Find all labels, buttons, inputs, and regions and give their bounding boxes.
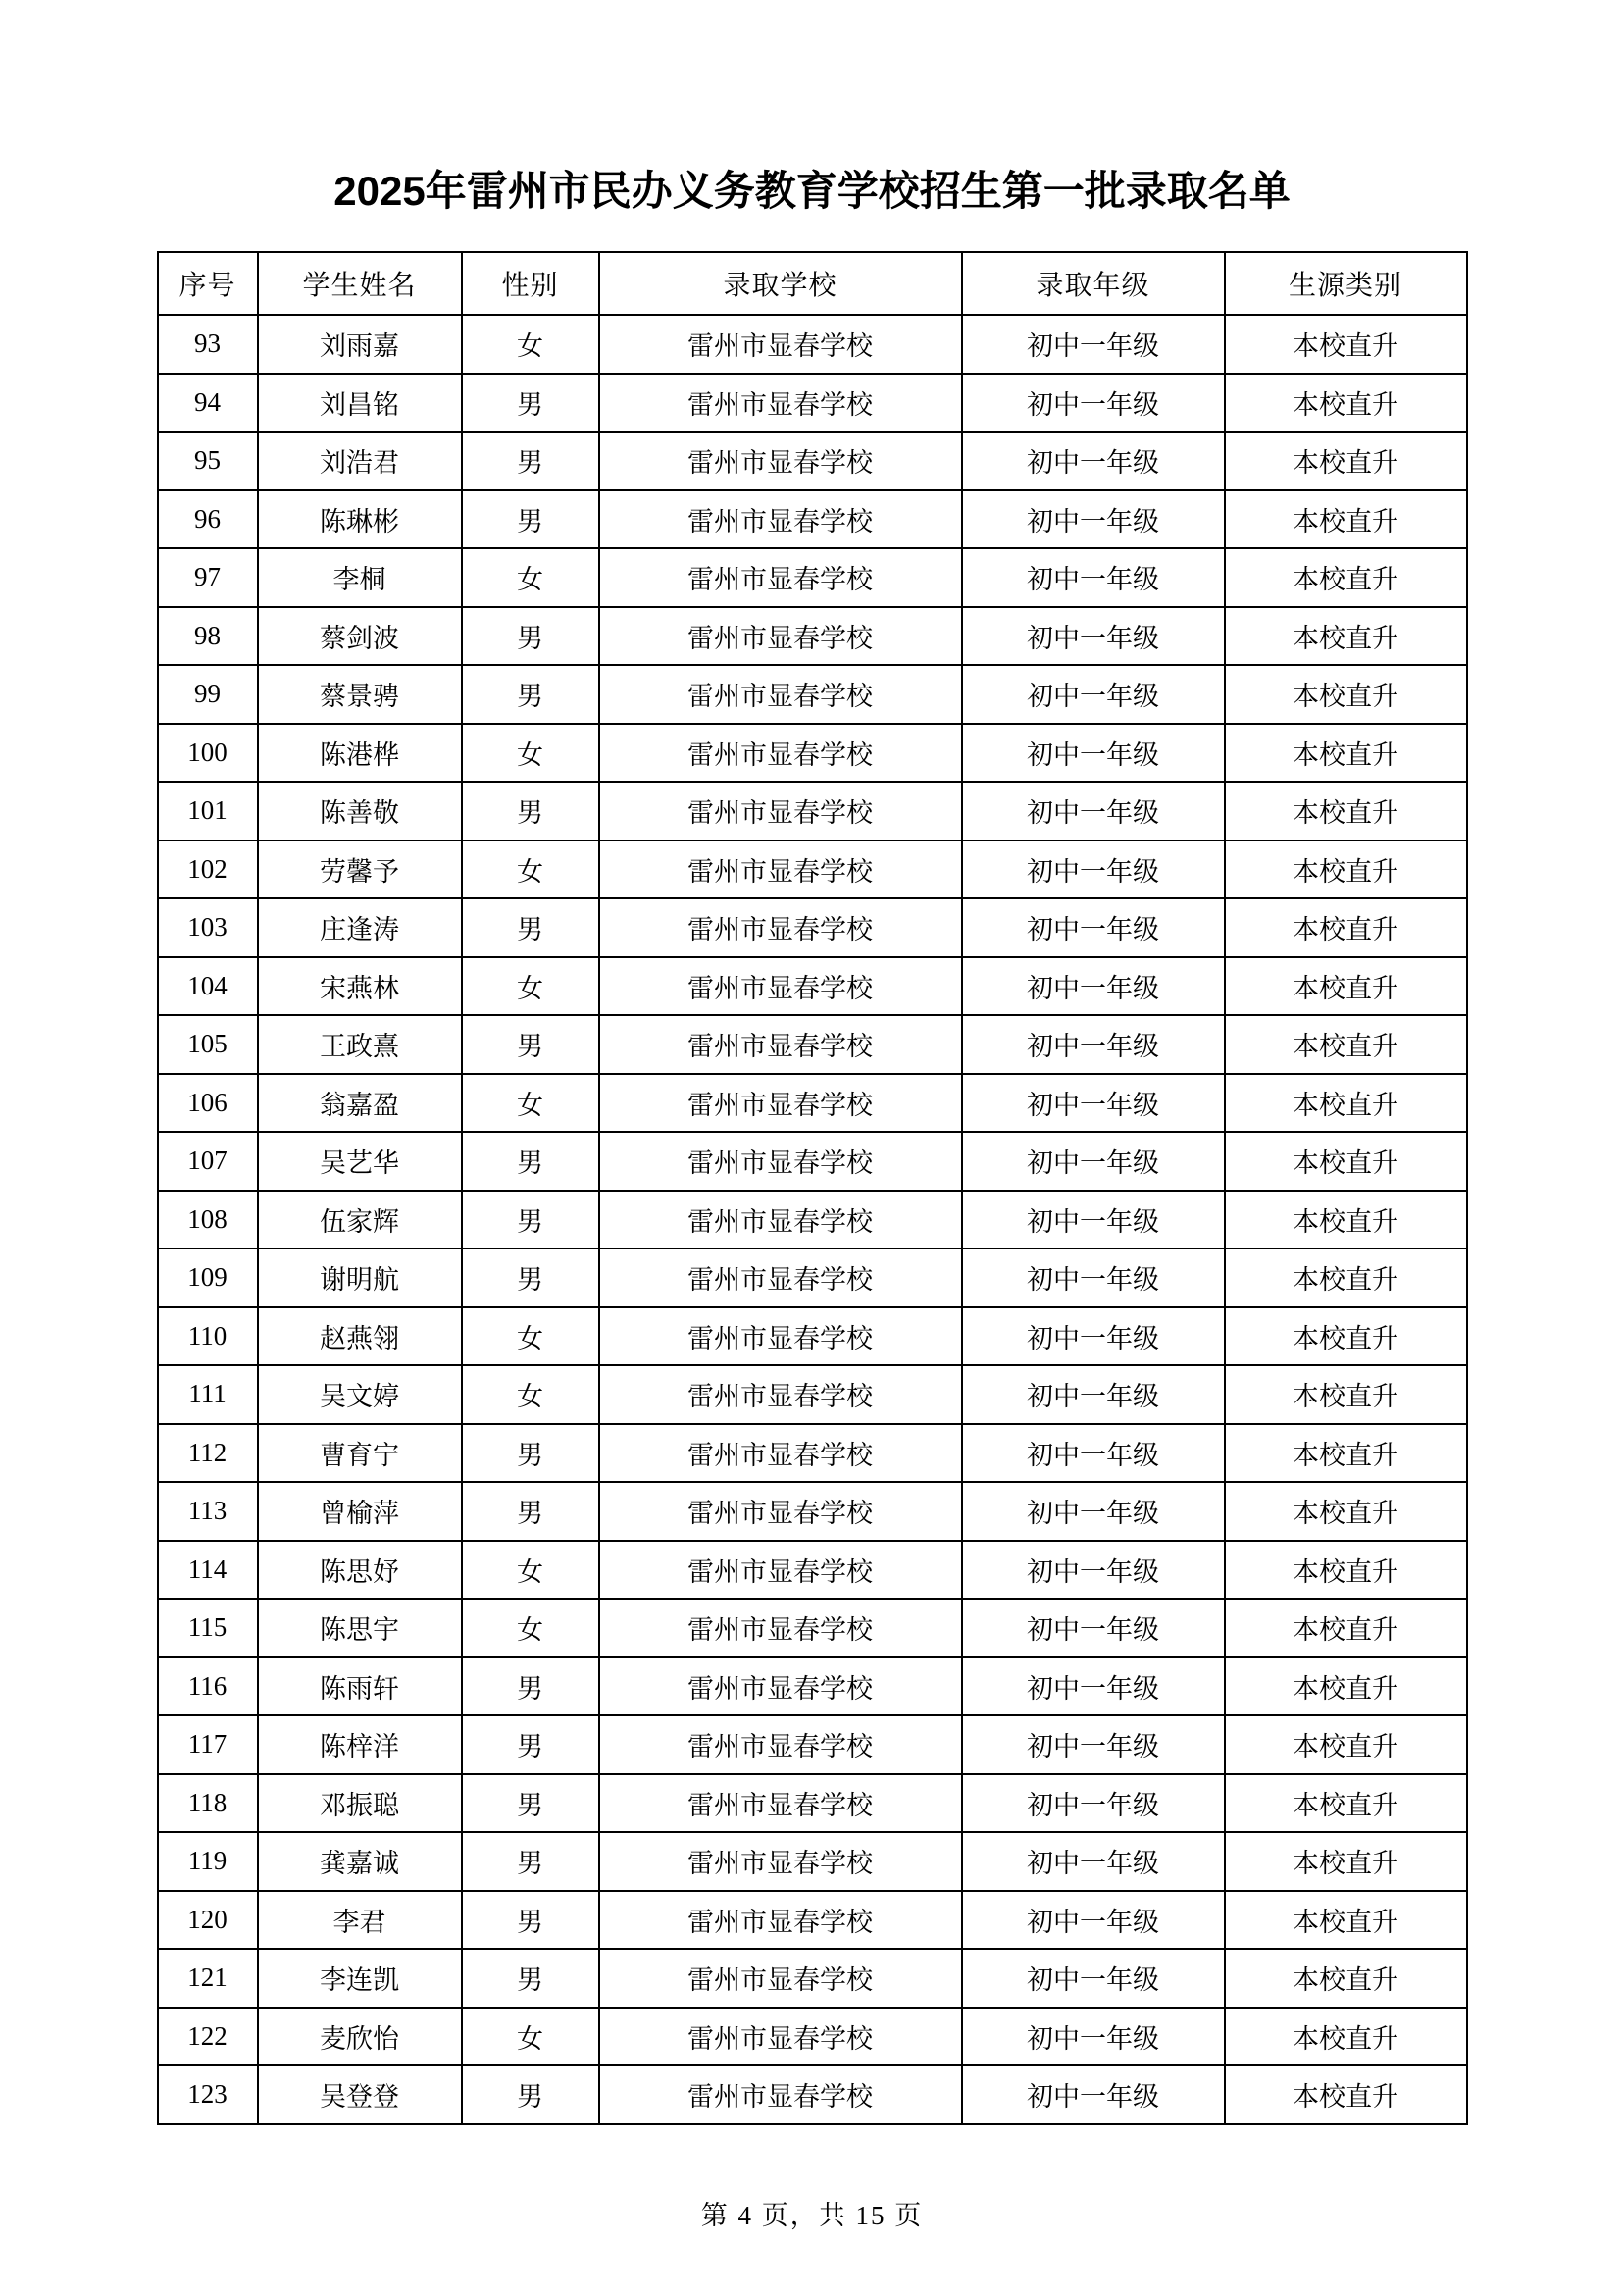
cell-source: 本校直升 xyxy=(1225,1015,1467,1074)
cell-gender: 男 xyxy=(462,1774,599,1833)
cell-school: 雷州市显春学校 xyxy=(599,1132,962,1191)
cell-source: 本校直升 xyxy=(1225,1482,1467,1541)
cell-gender: 男 xyxy=(462,1424,599,1483)
table-header xyxy=(158,252,1467,315)
cell-source: 本校直升 xyxy=(1225,1365,1467,1424)
cell-grade: 初中一年级 xyxy=(962,665,1225,724)
cell-grade: 初中一年级 xyxy=(962,490,1225,549)
cell-name: 陈思宇 xyxy=(258,1599,462,1657)
cell-grade: 初中一年级 xyxy=(962,1248,1225,1307)
cell-gender: 男 xyxy=(462,490,599,549)
table-row xyxy=(158,957,1467,1016)
cell-school: 雷州市显春学校 xyxy=(599,2008,962,2066)
cell-name: 刘浩君 xyxy=(258,432,462,490)
cell-source: 本校直升 xyxy=(1225,2008,1467,2066)
cell-source: 本校直升 xyxy=(1225,490,1467,549)
cell-name: 吴登登 xyxy=(258,2065,462,2124)
table-row xyxy=(158,724,1467,783)
table-row xyxy=(158,898,1467,957)
cell-name: 李连凯 xyxy=(258,1949,462,2008)
cell-name: 庄逢涛 xyxy=(258,898,462,957)
table-row xyxy=(158,1365,1467,1424)
cell-gender: 男 xyxy=(462,1715,599,1774)
cell-school: 雷州市显春学校 xyxy=(599,1015,962,1074)
cell-seq: 95 xyxy=(158,432,258,490)
cell-grade: 初中一年级 xyxy=(962,1541,1225,1600)
table-row xyxy=(158,1541,1467,1600)
cell-name: 陈港桦 xyxy=(258,724,462,783)
cell-gender: 女 xyxy=(462,724,599,783)
cell-grade: 初中一年级 xyxy=(962,898,1225,957)
cell-grade: 初中一年级 xyxy=(962,607,1225,666)
cell-name: 伍家辉 xyxy=(258,1191,462,1249)
cell-school: 雷州市显春学校 xyxy=(599,1774,962,1833)
cell-school: 雷州市显春学校 xyxy=(599,898,962,957)
cell-gender: 女 xyxy=(462,1599,599,1657)
cell-gender: 男 xyxy=(462,1891,599,1950)
table-row xyxy=(158,1657,1467,1716)
cell-source: 本校直升 xyxy=(1225,1132,1467,1191)
table-row xyxy=(158,1074,1467,1133)
cell-gender: 女 xyxy=(462,1307,599,1366)
cell-source: 本校直升 xyxy=(1225,782,1467,841)
table-row xyxy=(158,374,1467,433)
cell-seq: 123 xyxy=(158,2065,258,2124)
cell-gender: 男 xyxy=(462,2065,599,2124)
cell-seq: 119 xyxy=(158,1832,258,1891)
cell-school: 雷州市显春学校 xyxy=(599,782,962,841)
column-header-name: 学生姓名 xyxy=(258,252,462,315)
column-header-school: 录取学校 xyxy=(599,252,962,315)
column-header-grade: 录取年级 xyxy=(962,252,1225,315)
admission-roster-table xyxy=(157,251,1468,2125)
cell-gender: 男 xyxy=(462,374,599,433)
cell-seq: 107 xyxy=(158,1132,258,1191)
cell-school: 雷州市显春学校 xyxy=(599,841,962,899)
cell-school: 雷州市显春学校 xyxy=(599,432,962,490)
cell-gender: 男 xyxy=(462,1482,599,1541)
cell-seq: 114 xyxy=(158,1541,258,1600)
cell-gender: 男 xyxy=(462,782,599,841)
cell-name: 邓振聪 xyxy=(258,1774,462,1833)
cell-grade: 初中一年级 xyxy=(962,1657,1225,1716)
table-row xyxy=(158,490,1467,549)
cell-school: 雷州市显春学校 xyxy=(599,1482,962,1541)
cell-grade: 初中一年级 xyxy=(962,1599,1225,1657)
cell-school: 雷州市显春学校 xyxy=(599,1599,962,1657)
cell-gender: 女 xyxy=(462,2008,599,2066)
cell-seq: 108 xyxy=(158,1191,258,1249)
cell-grade: 初中一年级 xyxy=(962,374,1225,433)
table-row xyxy=(158,1132,1467,1191)
cell-gender: 女 xyxy=(462,548,599,607)
cell-grade: 初中一年级 xyxy=(962,2008,1225,2066)
cell-seq: 122 xyxy=(158,2008,258,2066)
table-row xyxy=(158,315,1467,374)
cell-seq: 121 xyxy=(158,1949,258,2008)
cell-grade: 初中一年级 xyxy=(962,1191,1225,1249)
cell-school: 雷州市显春学校 xyxy=(599,1074,962,1133)
cell-seq: 103 xyxy=(158,898,258,957)
cell-name: 吴文婷 xyxy=(258,1365,462,1424)
table-row xyxy=(158,1307,1467,1366)
cell-school: 雷州市显春学校 xyxy=(599,1657,962,1716)
table-row xyxy=(158,1599,1467,1657)
table-row xyxy=(158,1832,1467,1891)
column-header-source: 生源类别 xyxy=(1225,252,1467,315)
cell-school: 雷州市显春学校 xyxy=(599,607,962,666)
cell-source: 本校直升 xyxy=(1225,1424,1467,1483)
table-row xyxy=(158,1482,1467,1541)
cell-name: 翁嘉盈 xyxy=(258,1074,462,1133)
cell-gender: 男 xyxy=(462,1832,599,1891)
table-row xyxy=(158,1715,1467,1774)
page-title: 2025年雷州市民办义务教育学校招生第一批录取名单 xyxy=(333,168,1291,214)
cell-school: 雷州市显春学校 xyxy=(599,1307,962,1366)
cell-source: 本校直升 xyxy=(1225,957,1467,1016)
cell-name: 宋燕林 xyxy=(258,957,462,1016)
cell-school: 雷州市显春学校 xyxy=(599,1541,962,1600)
cell-gender: 男 xyxy=(462,432,599,490)
cell-name: 王政熹 xyxy=(258,1015,462,1074)
table-row xyxy=(158,2065,1467,2124)
cell-grade: 初中一年级 xyxy=(962,724,1225,783)
cell-source: 本校直升 xyxy=(1225,841,1467,899)
cell-seq: 94 xyxy=(158,374,258,433)
cell-seq: 93 xyxy=(158,315,258,374)
cell-seq: 113 xyxy=(158,1482,258,1541)
cell-gender: 女 xyxy=(462,1365,599,1424)
cell-grade: 初中一年级 xyxy=(962,957,1225,1016)
cell-source: 本校直升 xyxy=(1225,432,1467,490)
cell-seq: 96 xyxy=(158,490,258,549)
cell-seq: 109 xyxy=(158,1248,258,1307)
cell-source: 本校直升 xyxy=(1225,1307,1467,1366)
cell-name: 曾榆萍 xyxy=(258,1482,462,1541)
cell-seq: 104 xyxy=(158,957,258,1016)
cell-name: 陈雨轩 xyxy=(258,1657,462,1716)
cell-name: 李君 xyxy=(258,1891,462,1950)
cell-grade: 初中一年级 xyxy=(962,432,1225,490)
cell-gender: 男 xyxy=(462,1132,599,1191)
cell-school: 雷州市显春学校 xyxy=(599,1191,962,1249)
cell-gender: 女 xyxy=(462,1541,599,1600)
cell-school: 雷州市显春学校 xyxy=(599,374,962,433)
cell-school: 雷州市显春学校 xyxy=(599,315,962,374)
table-header-row xyxy=(158,252,1467,315)
cell-name: 曹育宁 xyxy=(258,1424,462,1483)
cell-name: 陈善敬 xyxy=(258,782,462,841)
cell-school: 雷州市显春学校 xyxy=(599,1891,962,1950)
cell-source: 本校直升 xyxy=(1225,548,1467,607)
cell-seq: 105 xyxy=(158,1015,258,1074)
cell-school: 雷州市显春学校 xyxy=(599,1424,962,1483)
table-row xyxy=(158,2008,1467,2066)
table-row xyxy=(158,1774,1467,1833)
cell-grade: 初中一年级 xyxy=(962,841,1225,899)
cell-gender: 女 xyxy=(462,1074,599,1133)
column-header-gender: 性别 xyxy=(462,252,599,315)
table-row xyxy=(158,782,1467,841)
cell-source: 本校直升 xyxy=(1225,1774,1467,1833)
cell-grade: 初中一年级 xyxy=(962,1424,1225,1483)
cell-grade: 初中一年级 xyxy=(962,1891,1225,1950)
cell-source: 本校直升 xyxy=(1225,2065,1467,2124)
cell-source: 本校直升 xyxy=(1225,1657,1467,1716)
cell-gender: 男 xyxy=(462,1015,599,1074)
cell-name: 刘昌铭 xyxy=(258,374,462,433)
cell-grade: 初中一年级 xyxy=(962,1132,1225,1191)
cell-school: 雷州市显春学校 xyxy=(599,1832,962,1891)
cell-source: 本校直升 xyxy=(1225,1949,1467,2008)
cell-gender: 女 xyxy=(462,841,599,899)
cell-grade: 初中一年级 xyxy=(962,1715,1225,1774)
cell-seq: 101 xyxy=(158,782,258,841)
cell-name: 吴艺华 xyxy=(258,1132,462,1191)
cell-school: 雷州市显春学校 xyxy=(599,548,962,607)
table-body xyxy=(158,315,1467,2124)
cell-grade: 初中一年级 xyxy=(962,1482,1225,1541)
cell-name: 刘雨嘉 xyxy=(258,315,462,374)
cell-source: 本校直升 xyxy=(1225,315,1467,374)
cell-name: 陈琳彬 xyxy=(258,490,462,549)
cell-gender: 男 xyxy=(462,1248,599,1307)
cell-gender: 男 xyxy=(462,607,599,666)
cell-school: 雷州市显春学校 xyxy=(599,957,962,1016)
cell-seq: 97 xyxy=(158,548,258,607)
cell-grade: 初中一年级 xyxy=(962,548,1225,607)
cell-source: 本校直升 xyxy=(1225,1074,1467,1133)
cell-seq: 111 xyxy=(158,1365,258,1424)
cell-grade: 初中一年级 xyxy=(962,1774,1225,1833)
cell-name: 李桐 xyxy=(258,548,462,607)
table-row xyxy=(158,665,1467,724)
cell-seq: 116 xyxy=(158,1657,258,1716)
cell-seq: 106 xyxy=(158,1074,258,1133)
cell-gender: 男 xyxy=(462,665,599,724)
cell-grade: 初中一年级 xyxy=(962,1307,1225,1366)
cell-seq: 112 xyxy=(158,1424,258,1483)
column-header-seq: 序号 xyxy=(158,252,258,315)
cell-grade: 初中一年级 xyxy=(962,1015,1225,1074)
cell-name: 蔡剑波 xyxy=(258,607,462,666)
cell-seq: 115 xyxy=(158,1599,258,1657)
cell-name: 陈思妤 xyxy=(258,1541,462,1600)
cell-seq: 100 xyxy=(158,724,258,783)
roster-table-container xyxy=(0,251,1624,2125)
cell-source: 本校直升 xyxy=(1225,724,1467,783)
cell-source: 本校直升 xyxy=(1225,898,1467,957)
cell-name: 陈梓洋 xyxy=(258,1715,462,1774)
cell-seq: 102 xyxy=(158,841,258,899)
cell-grade: 初中一年级 xyxy=(962,315,1225,374)
table-row xyxy=(158,548,1467,607)
cell-source: 本校直升 xyxy=(1225,607,1467,666)
cell-grade: 初中一年级 xyxy=(962,2065,1225,2124)
cell-grade: 初中一年级 xyxy=(962,1949,1225,2008)
cell-source: 本校直升 xyxy=(1225,374,1467,433)
table-row xyxy=(158,1891,1467,1950)
cell-grade: 初中一年级 xyxy=(962,782,1225,841)
cell-school: 雷州市显春学校 xyxy=(599,1949,962,2008)
cell-school: 雷州市显春学校 xyxy=(599,490,962,549)
table-row xyxy=(158,1248,1467,1307)
table-row xyxy=(158,1424,1467,1483)
cell-school: 雷州市显春学校 xyxy=(599,1365,962,1424)
cell-seq: 118 xyxy=(158,1774,258,1833)
cell-seq: 98 xyxy=(158,607,258,666)
cell-seq: 110 xyxy=(158,1307,258,1366)
cell-source: 本校直升 xyxy=(1225,1832,1467,1891)
table-row xyxy=(158,841,1467,899)
cell-name: 龚嘉诚 xyxy=(258,1832,462,1891)
cell-grade: 初中一年级 xyxy=(962,1074,1225,1133)
cell-grade: 初中一年级 xyxy=(962,1365,1225,1424)
table-row xyxy=(158,432,1467,490)
table-row xyxy=(158,1949,1467,2008)
cell-source: 本校直升 xyxy=(1225,1599,1467,1657)
cell-seq: 117 xyxy=(158,1715,258,1774)
cell-source: 本校直升 xyxy=(1225,665,1467,724)
cell-source: 本校直升 xyxy=(1225,1248,1467,1307)
cell-school: 雷州市显春学校 xyxy=(599,665,962,724)
cell-school: 雷州市显春学校 xyxy=(599,1248,962,1307)
cell-gender: 男 xyxy=(462,1191,599,1249)
cell-source: 本校直升 xyxy=(1225,1191,1467,1249)
page-footer: 第 4 页，共 15 页 xyxy=(700,2201,924,2230)
cell-name: 蔡景骋 xyxy=(258,665,462,724)
table-row xyxy=(158,1015,1467,1074)
cell-gender: 女 xyxy=(462,315,599,374)
table-row xyxy=(158,607,1467,666)
cell-name: 谢明航 xyxy=(258,1248,462,1307)
cell-grade: 初中一年级 xyxy=(962,1832,1225,1891)
cell-seq: 120 xyxy=(158,1891,258,1950)
cell-school: 雷州市显春学校 xyxy=(599,1715,962,1774)
cell-gender: 女 xyxy=(462,957,599,1016)
cell-source: 本校直升 xyxy=(1225,1715,1467,1774)
cell-gender: 男 xyxy=(462,1657,599,1716)
cell-source: 本校直升 xyxy=(1225,1541,1467,1600)
table-row xyxy=(158,1191,1467,1249)
cell-school: 雷州市显春学校 xyxy=(599,2065,962,2124)
cell-name: 劳馨予 xyxy=(258,841,462,899)
cell-gender: 男 xyxy=(462,1949,599,2008)
cell-name: 赵燕翎 xyxy=(258,1307,462,1366)
cell-gender: 男 xyxy=(462,898,599,957)
cell-source: 本校直升 xyxy=(1225,1891,1467,1950)
cell-name: 麦欣怡 xyxy=(258,2008,462,2066)
cell-school: 雷州市显春学校 xyxy=(599,724,962,783)
cell-seq: 99 xyxy=(158,665,258,724)
